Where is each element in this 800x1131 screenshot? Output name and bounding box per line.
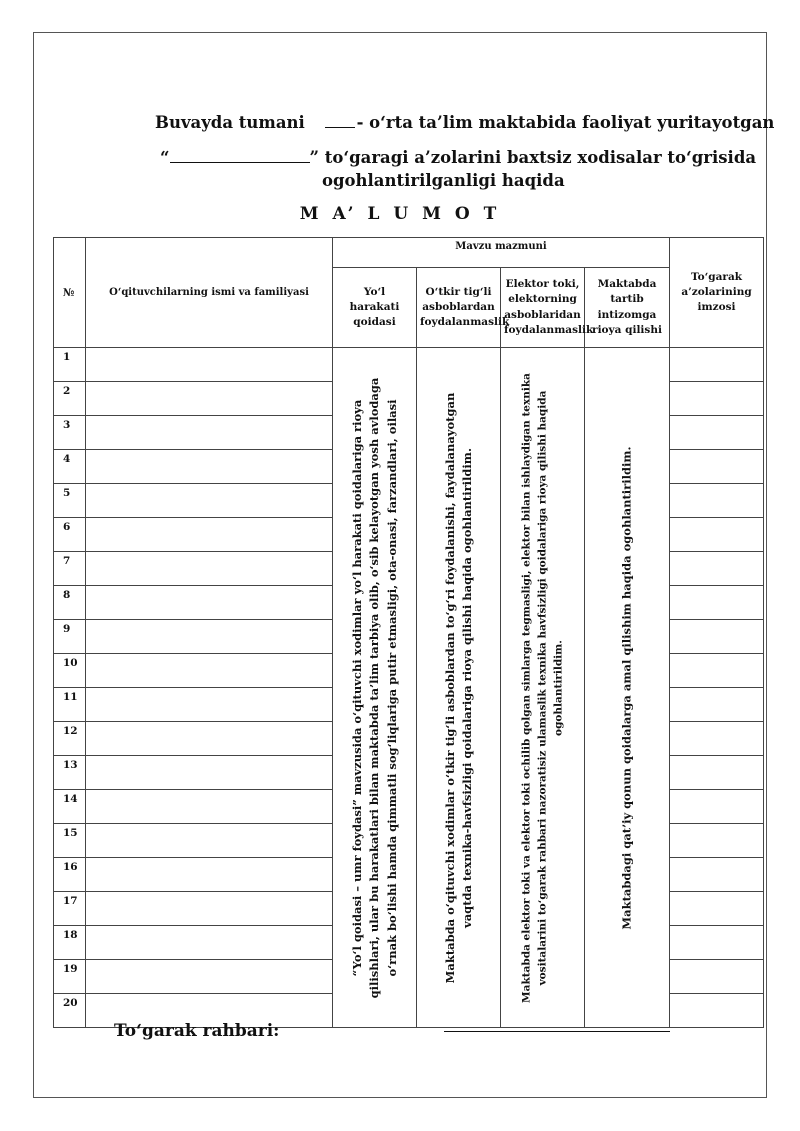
header-topic-traffic-rules: Yo‘l harakati qoidasi (333, 268, 417, 348)
header-line-1 (155, 113, 774, 132)
signature-cell[interactable] (670, 416, 764, 450)
signature-cell[interactable] (670, 926, 764, 960)
row-number: 16 (54, 858, 86, 892)
header-topic-electric-current: Elektor toki, elektorning asboblaridan foydalanmaslik (501, 268, 585, 348)
teacher-name-cell[interactable] (86, 382, 333, 416)
signature-cell[interactable] (670, 722, 764, 756)
teacher-name-cell[interactable] (86, 654, 333, 688)
club-leader-label: To‘garak rahbari: (114, 1021, 280, 1041)
signature-cell[interactable] (670, 654, 764, 688)
teacher-name-cell[interactable] (86, 586, 333, 620)
teacher-name-cell[interactable] (86, 960, 333, 994)
topic-text-electric-content: Maktabda elektor toki va elektor toki ochilib qolgan simlarga tegmasligi, elektor bilan ishlaydigan texnika vositalarini to‘garak rahbari nazoratisiz ulamaslik texnika havfsizligi qoidalariga rioya qilishi haqida ogohlantirildim. (519, 372, 564, 1003)
header-number: № (54, 238, 86, 348)
district-name: Buvayda tumani (155, 113, 305, 132)
signature-cell[interactable] (670, 994, 764, 1028)
row-number: 11 (54, 688, 86, 722)
header-line-3: ogohlantirilganligi haqida (322, 171, 565, 190)
signature-cell[interactable] (670, 450, 764, 484)
row-number: 18 (54, 926, 86, 960)
row-number: 9 (54, 620, 86, 654)
header-topic-content: Mavzu mazmuni (333, 238, 670, 268)
topic-text-traffic (333, 348, 417, 1028)
school-number-blank[interactable] (325, 127, 355, 128)
signature-cell[interactable] (670, 756, 764, 790)
topic-text-discipline-content: Maktabdagi qat’iy qonun qoidalarga amal qilishim haqida ogohlantirildim. (619, 445, 634, 930)
school-description: - o‘rta ta’lim maktabida faoliyat yuritayotgan (356, 113, 775, 132)
teacher-name-cell[interactable] (86, 450, 333, 484)
signature-cell[interactable] (670, 824, 764, 858)
teacher-name-cell[interactable] (86, 484, 333, 518)
signature-cell[interactable] (670, 892, 764, 926)
teacher-name-cell[interactable] (86, 416, 333, 450)
signature-cell[interactable] (670, 858, 764, 892)
row-number: 14 (54, 790, 86, 824)
club-leader-signature-line[interactable] (444, 1031, 670, 1032)
topic-text-sharp-tools (417, 348, 501, 1028)
signature-cell[interactable] (670, 348, 764, 382)
row-number: 10 (54, 654, 86, 688)
row-number: 4 (54, 450, 86, 484)
signature-cell[interactable] (670, 790, 764, 824)
signature-cell[interactable] (670, 382, 764, 416)
topic-text-traffic-content: “Yo‘l qoidasi – umr foydasi” mavzusida o‘qituvchi xodimlar yo‘l harakati qoidalariga rioya qilishlari, ular bu harakatlari bilan maktabda ta’lim tarbiya olib, o‘sib kelayotgan yosh avlodaga o‘rnak bo‘lishi hamda qimmatli sog‘liqlariga putir etmasligi, ota-onasi, farzandlari, oilasi (349, 377, 399, 998)
teacher-name-cell[interactable] (86, 552, 333, 586)
row-number: 13 (54, 756, 86, 790)
teacher-name-cell[interactable] (86, 892, 333, 926)
row-number: 20 (54, 994, 86, 1028)
teacher-name-cell[interactable] (86, 688, 333, 722)
row-number: 7 (54, 552, 86, 586)
header-line-2: “ ” to‘garagi a’zolarini baxtsiz xodisalar to‘grisida (160, 148, 757, 167)
club-description: ” to‘garagi a’zolarini baxtsiz xodisalar to‘grisida (309, 148, 757, 167)
row-number: 3 (54, 416, 86, 450)
teacher-name-cell[interactable] (86, 756, 333, 790)
teacher-name-cell[interactable] (86, 858, 333, 892)
club-name-blank[interactable] (170, 162, 310, 163)
row-number: 2 (54, 382, 86, 416)
row-number: 15 (54, 824, 86, 858)
row-number: 8 (54, 586, 86, 620)
header-topic-sharp-tools: O‘tkir tig‘li asboblardan foydalanmaslik (417, 268, 501, 348)
row-number: 17 (54, 892, 86, 926)
teacher-name-cell[interactable] (86, 824, 333, 858)
register-table (53, 237, 764, 1028)
topic-text-discipline (585, 348, 670, 1028)
teacher-name-cell[interactable] (86, 790, 333, 824)
topic-text-electric (501, 348, 585, 1028)
topic-text-sharp-tools-content: Maktabda o‘qituvchi xodimlar o‘tkir tig‘li asboblardan to‘g‘ri foydalanishi, faydalanayotgan vaqtda texnika-havfsizligi qoidalariga rioya qilishi haqida ogohlantirildim. (442, 392, 474, 983)
header-teacher-name: O‘qituvchilarning ismi va familiyasi (86, 238, 333, 348)
row-number: 1 (54, 348, 86, 382)
document-title: M A’ L U M O T (299, 204, 501, 224)
header-member-signature: To‘garak a’zolarining imzosi (670, 238, 764, 348)
row-number: 19 (54, 960, 86, 994)
signature-cell[interactable] (670, 960, 764, 994)
signature-cell[interactable] (670, 688, 764, 722)
row-number: 6 (54, 518, 86, 552)
signature-cell[interactable] (670, 586, 764, 620)
teacher-name-cell[interactable] (86, 518, 333, 552)
signature-cell[interactable] (670, 518, 764, 552)
signature-cell[interactable] (670, 552, 764, 586)
teacher-name-cell[interactable] (86, 620, 333, 654)
signature-cell[interactable] (670, 484, 764, 518)
row-number: 12 (54, 722, 86, 756)
teacher-name-cell[interactable] (86, 348, 333, 382)
header-topic-school-discipline: Maktabda tartib intizomga rioya qilishi (585, 268, 670, 348)
row-number: 5 (54, 484, 86, 518)
teacher-name-cell[interactable] (86, 926, 333, 960)
teacher-name-cell[interactable] (86, 722, 333, 756)
signature-cell[interactable] (670, 620, 764, 654)
